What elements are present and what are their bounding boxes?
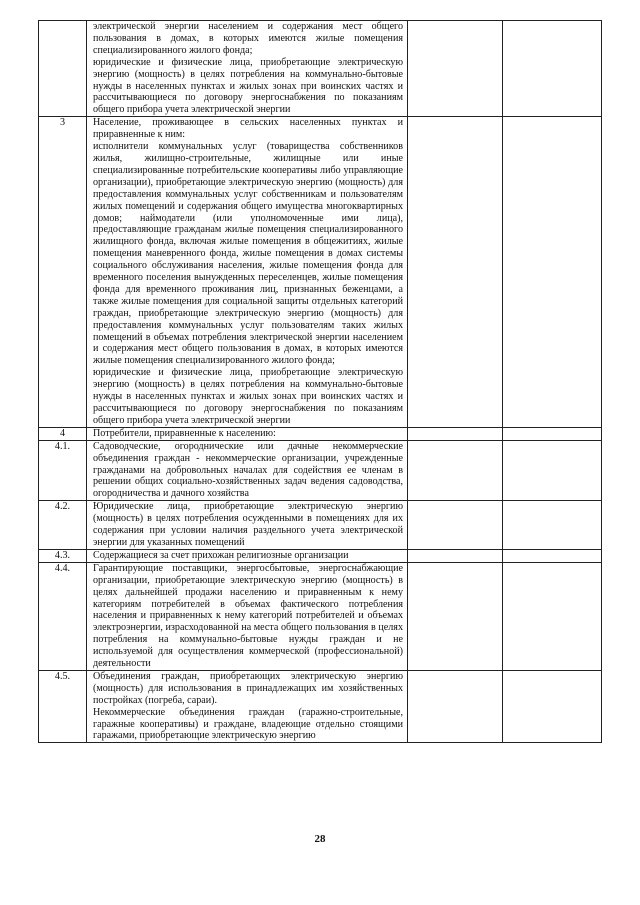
row-description-cell xyxy=(87,440,408,501)
row-paragraph: Население, проживающее в сельских населенных пунктах и приравненные к ним: xyxy=(93,117,403,141)
row-number-cell: 3 xyxy=(39,117,87,428)
row-description-cell xyxy=(87,427,408,440)
empty-value-cell xyxy=(503,562,602,670)
row-description-cell xyxy=(87,562,408,670)
row-number-cell: 4.2. xyxy=(39,501,87,550)
empty-value-cell xyxy=(503,117,602,428)
empty-value-cell xyxy=(503,21,602,117)
row-number-cell xyxy=(39,21,87,117)
row-description-cell xyxy=(87,501,408,550)
table-row xyxy=(39,670,602,742)
row-paragraph: юридические и физические лица, приобретающие электрическую энергию (мощность) в целях потребления на коммунально-бытовые нужды в населенных пунктах и жилых зонах при воинских частях и рассчитывающиеся по договору энергоснабжения по показаниям общего прибора учета электрической энергии xyxy=(93,367,403,426)
empty-value-cell xyxy=(408,117,503,428)
row-paragraph: Объединения граждан, приобретающих электрическую энергию (мощность) для использования в принадлежащих им хозяйственных постройках (погреба, сараи). xyxy=(93,670,403,706)
empty-value-cell xyxy=(408,427,503,440)
row-paragraph: Потребители, приравненные к населению: xyxy=(93,427,276,439)
row-paragraph: Некоммерческие объединения граждан (гаражно-строительные, гаражные кооперативы) и граждане, владеющие отдельно стоящими гаражами, приобретающие электрическую энергию xyxy=(93,706,403,742)
empty-value-cell xyxy=(408,670,503,742)
row-description-cell xyxy=(87,21,408,117)
row-number-cell: 4.4. xyxy=(39,562,87,670)
row-description-cell xyxy=(87,670,408,742)
empty-value-cell xyxy=(408,21,503,117)
row-paragraph: Гарантирующие поставщики, энергосбытовые, энергоснабжающие организации, приобретающие электрическую энергию (мощность) в целях дальнейшей продажи населению и приравненным к нему категориям потребителей в объемах фактического потребления населения и приравненных к нему категорий потребителей и объемах электроэнергии, израсходованной на места общего пользования в целях потребления на коммунально-бытовые нужды граждан и не используемой для осуществления коммерческой (профессиональной) деятельности xyxy=(93,562,403,670)
tariff-table xyxy=(38,20,602,743)
row-paragraph: юридические и физические лица, приобретающие электрическую энергию (мощность) в целях потребления на коммунально-бытовые нужды в населенных пунктах и жилых зонах при воинских частях и рассчитывающиеся по договору энергоснабжения по показаниям общего прибора учета электрической энергии xyxy=(93,56,403,116)
row-number-cell: 4 xyxy=(39,427,87,440)
table-row xyxy=(39,117,602,428)
empty-value-cell xyxy=(408,549,503,562)
row-paragraph: Юридические лица, приобретающие электрическую энергию (мощность) в целях потребления осужденными в помещениях для их содержания при условии наличия раздельного учета электрической энергии для указанных помещений xyxy=(93,501,403,548)
row-paragraph: исполнители коммунальных услуг (товарищества собственников жилья, жилищно-строительные, жилищные или иные специализированные потребительские кооперативы либо управляющие организации), приобретающие электрическую энергию (мощность) для предоставления коммунальных услуг собственникам и пользователям жилых помещений и содержания общего имущества многоквартирных домов; наймодатели (или уполномоченные ими лица), предоставляющие гражданам жилые помещения специализированного жилищного фонда, включая жилые помещения в общежитиях, жилые помещения маневренного фонда, жилые помещения в домах системы социального обслуживания населения, жилые помещения фонда для временного поселения вынужденных переселенцев, жилые помещения фонда для временного проживания лиц, признанных беженцами, а также жилые помещения для социальной защиты отдельных категорий граждан, приобретающие электрическую энергию (мощность) для предоставления коммунальных услуг пользователям таких жилых помещений в объемах потребления электрической энергии населением и содержания мест общего пользования в домах, в которых имеются жилые помещения специализированного жилого фонда; xyxy=(93,141,403,367)
table-row xyxy=(39,427,602,440)
empty-value-cell xyxy=(408,562,503,670)
row-number-cell: 4.5. xyxy=(39,670,87,742)
empty-value-cell xyxy=(408,440,503,501)
empty-value-cell xyxy=(503,501,602,550)
table-row xyxy=(39,440,602,501)
table-row xyxy=(39,21,602,117)
row-description-cell xyxy=(87,549,408,562)
table-row xyxy=(39,501,602,550)
table-row xyxy=(39,549,602,562)
row-paragraph: Содержащиеся за счет прихожан религиозные организации xyxy=(93,549,349,561)
row-number-cell: 4.1. xyxy=(39,440,87,501)
row-description-cell xyxy=(87,117,408,428)
table-row xyxy=(39,562,602,670)
empty-value-cell xyxy=(503,427,602,440)
row-number-cell: 4.3. xyxy=(39,549,87,562)
page-number: 28 xyxy=(314,833,326,845)
empty-value-cell xyxy=(503,549,602,562)
empty-value-cell xyxy=(503,440,602,501)
row-paragraph: Садоводческие, огороднические или дачные некоммерческие объединения граждан - некоммерческие организации, учрежденные гражданами на добровольных началах для содействия ее членам в решении общих социально-хозяйственных задач ведения садоводства, огородничества и дачного хозяйства xyxy=(93,440,403,500)
row-paragraph: электрической энергии населением и содержания мест общего пользования в домах, в которых имеются жилые помещения специализированного жилого фонда; xyxy=(93,21,403,56)
empty-value-cell xyxy=(503,670,602,742)
empty-value-cell xyxy=(408,501,503,550)
